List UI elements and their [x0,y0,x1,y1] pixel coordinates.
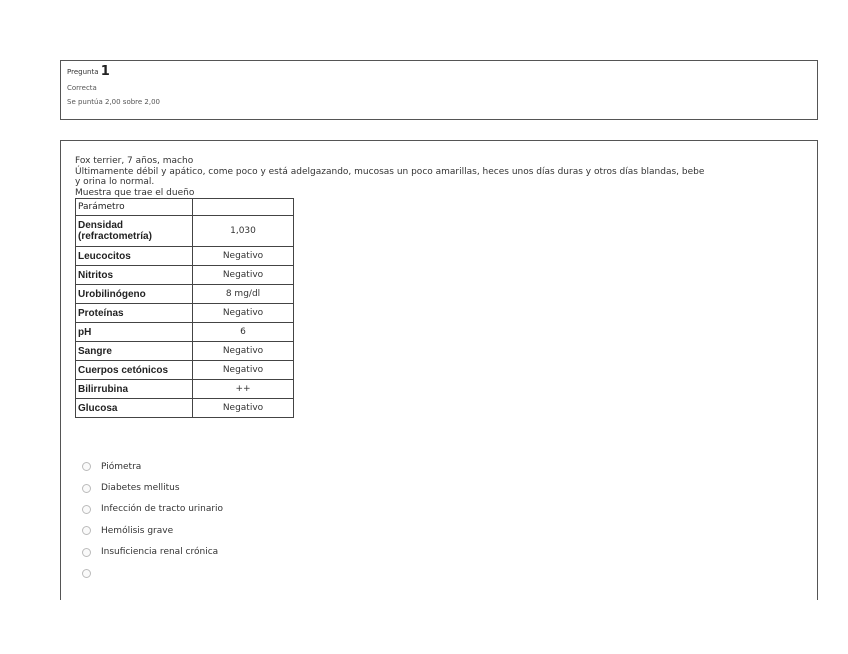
radio-button[interactable] [82,548,91,557]
parameter-name: Glucosa [76,399,193,418]
parameter-name: Sangre [76,342,193,361]
option-label[interactable]: Hemólisis grave [101,525,174,536]
answer-option[interactable] [82,456,803,477]
question-text-line: Fox terrier, 7 años, macho [75,156,194,166]
answer-options [82,456,803,584]
table-row [76,285,294,304]
question-text-line: Últimamente débil y apático, come poco y está adelgazando, mucosas un poco amarillas, heces unos días duras y otros días blandas, bebe [75,166,705,177]
question-number-line [67,65,811,81]
parameter-value: 6 [193,323,294,342]
parameter-name: Leucocitos [76,247,193,266]
table-row [76,361,294,380]
radio-button[interactable] [82,462,91,471]
option-label[interactable]: Infección de tracto urinario [101,504,224,515]
question-status: Correcta [67,84,97,92]
radio-button[interactable] [82,484,91,493]
question-score: Se puntúa 2,00 sobre 2,00 [67,98,161,106]
table-row [76,216,294,247]
table-row [76,380,294,399]
radio-button[interactable] [82,526,91,535]
table-row [76,266,294,285]
parameter-value: Negativo [193,399,294,418]
answer-option[interactable] [82,563,803,584]
table-header-row [76,199,294,216]
question-number: 1 [100,64,110,79]
parameter-value: Negativo [193,304,294,323]
parameter-name: Bilirrubina [76,380,193,399]
question-label: Pregunta [67,68,99,76]
parameter-value: ++ [193,380,294,399]
parameter-name: Proteínas [76,304,193,323]
option-label[interactable]: Diabetes mellitus [101,483,180,494]
question-text-line: Muestra que trae el dueño [75,187,195,198]
table-row [76,342,294,361]
parameter-name: Urobilinógeno [76,285,193,304]
answer-option[interactable] [82,477,803,498]
parameter-value: Negativo [193,342,294,361]
parameter-value: 1,030 [193,216,294,247]
table-row [76,323,294,342]
answer-option[interactable] [82,542,803,563]
question-text-line: y orina lo normal. [75,177,155,187]
parameter-name: Densidad (refractometría) [76,216,193,247]
parameter-value: Negativo [193,361,294,380]
table-row [76,247,294,266]
parameter-value: Negativo [193,266,294,285]
option-label[interactable]: Insuficiencia renal crónica [101,547,219,558]
question-info-panel [60,60,818,120]
parameter-value: Negativo [193,247,294,266]
answer-option[interactable] [82,520,803,541]
parameters-table [75,198,294,418]
parameter-name: Cuerpos cetónicos [76,361,193,380]
radio-button[interactable] [82,569,91,578]
option-label[interactable]: Piómetra [101,461,142,472]
radio-button[interactable] [82,505,91,514]
parameter-name: pH [76,323,193,342]
answer-option[interactable] [82,499,803,520]
table-row [76,304,294,323]
table-row [76,399,294,418]
table-header-cell [193,199,294,216]
parameter-name: Nitritos [76,266,193,285]
table-header-cell: Parámetro [76,199,193,216]
parameter-value: 8 mg/dl [193,285,294,304]
question-content-panel [60,140,818,600]
